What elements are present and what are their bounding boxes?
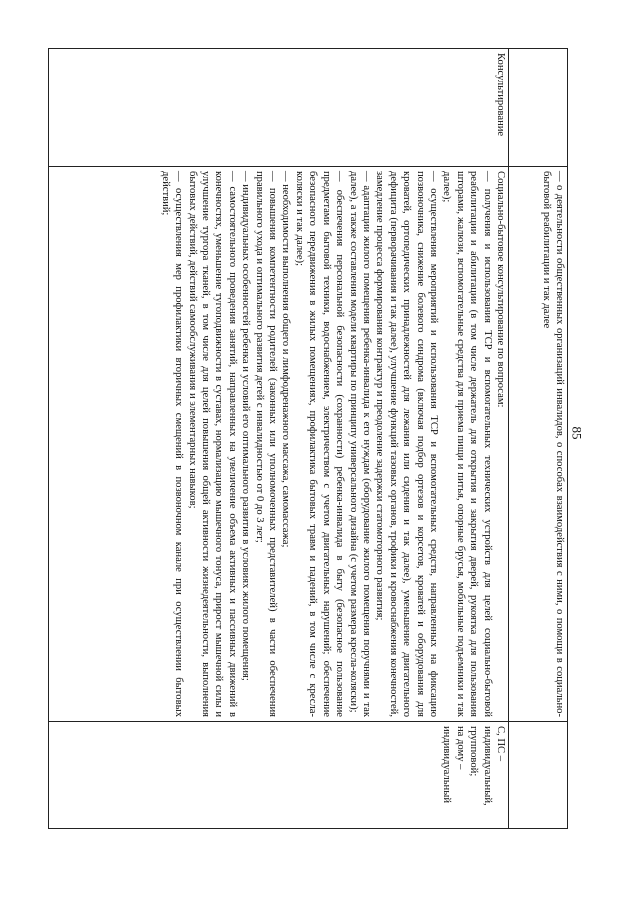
list-item: — самостоятельного проведения занятий, направленных на увеличение объема активных и пассивных движений в конечностях, уменьшение тугоподвижности в суставах, нормализацию мышечного тонуса, прирост мышечной силы и улучшение тургора тканей, в том числе для целей повышения общей активности жизнедеятельности, выполнения бытовых действий, действий самообслуживания и элементарных навыков;: [186, 171, 238, 717]
service-cell: [509, 49, 568, 167]
list-item: — индивидуальных особенностей ребенка и условий его оптимального развития в условиях жилого помещения;: [240, 171, 252, 681]
service-cell: Консультирование: [49, 49, 509, 167]
page-number: 85: [569, 426, 585, 440]
list-item: — адаптации жилого помещения ребенка-инвалида к его нуждам (оборудование жилого помещения поручнями и так далее), а также составления модели квартиры по принципу универсального дизайна (с учетом размера кресла-коляски);: [347, 171, 372, 717]
rotated-table-container: [48, 48, 568, 828]
forms-line: индивидуальный,: [481, 726, 493, 806]
description-heading: Социально-бытовое консультирование по вопросам:: [495, 171, 506, 408]
forms-cell: [509, 722, 568, 829]
forms-cell: [49, 722, 509, 829]
list-item: — получения и использования ТСР и вспомогательных технических устройств для целей социально-бытовой реабилитации и абилитации (в том числе держатель для открытия и закрытия дверей, рукоятка для пользования шторами, жалюзи, вспомогательные средства для приема пищи и питья, опорные брусья, мобильные подъемники и так далее);: [441, 171, 493, 717]
table-row-consulting: [49, 49, 509, 829]
forms-line: С, ПС –: [495, 726, 506, 762]
list-item: — обеспечения персональной безопасности (сохранности) ребенка-инвалида в быту (безопасное пользование предметами бытовой техники, водоснабжением, электричеством с учетом двигательных нарушений; обеспечение безопасного передвижения в жилых помещениях, профилактика бытовых травм и падений, в том числе с кресла-коляски и так далее);: [293, 171, 346, 717]
description-cell: — о деятельности общественных организаций инвалидов, о способах взаимодействия с ними, о помощи в социально-бытовой реабилитации и так далее: [509, 167, 568, 722]
forms-line: групповой;: [468, 726, 480, 777]
list-item: — необходимости выполнения общего и лимфодренажного массажа, самомассажа;: [280, 171, 292, 548]
list-item: — осуществления мер профилактики вторичных смещений в позвоночном канале при осуществлении бытовых действий;: [159, 171, 185, 717]
list-item: — повышения компетентности родителей (законных или уполномоченных представителей) в части обеспечения правильного ухода и оптимального развития детей с инвалидностью от 0 до 3 лет;: [253, 171, 279, 717]
table-row-continuation: [509, 49, 568, 829]
forms-line: на дому –: [454, 726, 466, 770]
services-table: [48, 48, 568, 829]
forms-line: индивидуальный: [441, 726, 453, 803]
list-item: — осуществления мероприятий и использования ТСР и вспомогательных средств, направленных на фиксацию позвоночника, снижение болевого синдрома (включая подбор ортезов и корсетов, кроватей и оборудования для кроватей, ортопедических принадлежностей для лежания или сидения и так далее), уменьшение двигательного дефицита (перворачивания и так далее), улучшение функций тазовых органов, трофики и кровоснабжения конечностей, замедление процесса формирования контрактур и преодоление задержки статомоторного развития;: [374, 171, 439, 717]
description-cell: [49, 167, 509, 722]
